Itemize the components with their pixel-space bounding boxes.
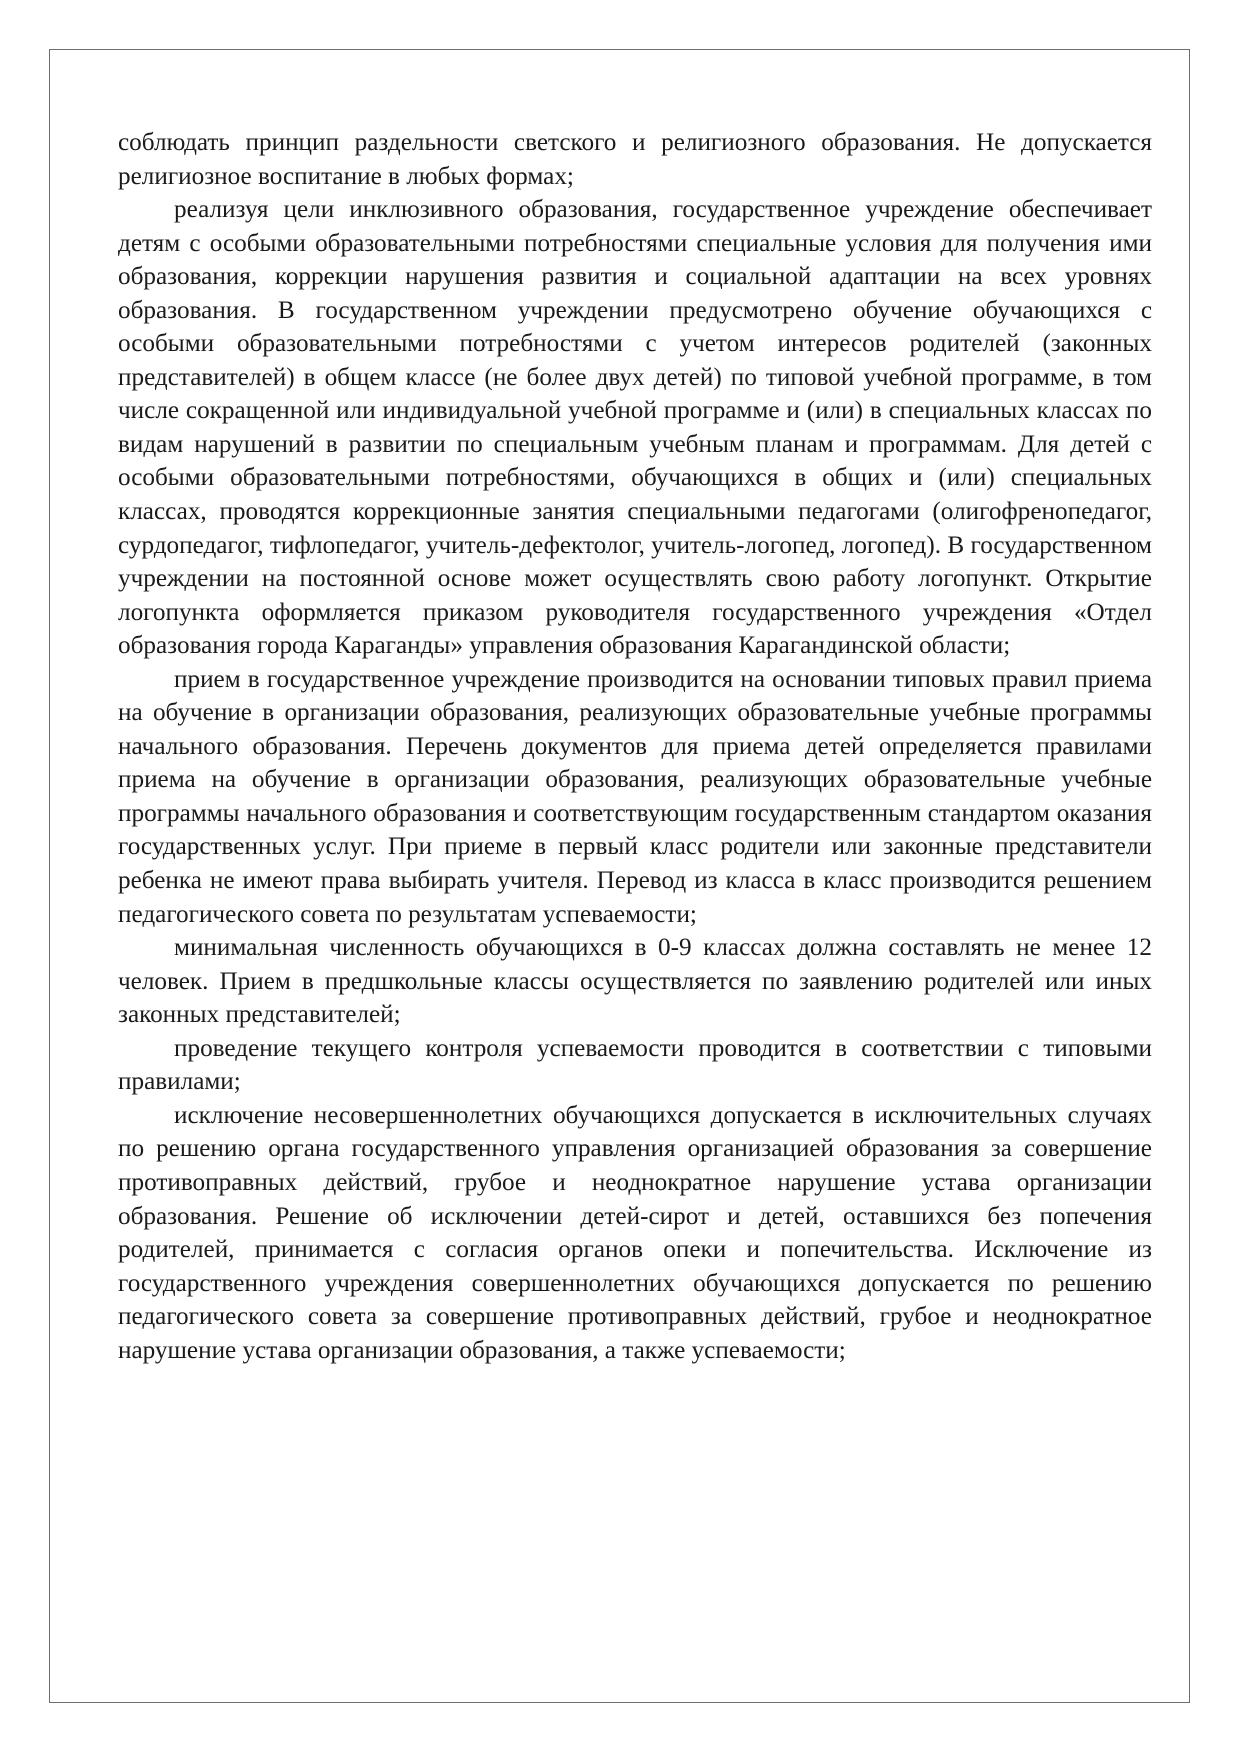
paragraph-admission: прием в государственное учреждение производится на основании типовых правил приема на обучение в организации образования, реализующих образовательные учебные программы начального образования. Перечень документов для приема детей определяется правилами приема на обучение в организации образования, реализующих образовательные учебные программы начального образования и соответствующим государственным стандартом оказания государственных услуг. При приеме в первый класс родители или законные представители ребенка не имеют права выбирать учителя. Перевод из класса в класс производится решением педагогического совета по результатам успеваемости; xyxy=(118,665,1152,928)
paragraph-minimum-class-size: минимальная численность обучающихся в 0-9 классах должна составлять не менее 12 человек. Прием в предшкольные классы осуществляется по заявлению родителей или иных законных представителей; xyxy=(118,934,1152,1029)
paragraph-expulsion: исключение несовершеннолетних обучающихся допускается в исключительных случаях по решению органа государственного управления организацией образования за совершение противоправных действий, грубое и неоднократное нарушение устава организации образования. Решение об исключении детей-сирот и детей, оставшихся без попечения родителей, принимается с согласия органов опеки и попечительства. Исключение из государственного учреждения совершеннолетних обучающихся допускается по решению педагогического совета за совершение противоправных действий, грубое и неоднократное нарушение устава организации образования, а также успеваемости; xyxy=(118,1101,1152,1364)
paragraph-secular-education: соблюдать принцип раздельности светского и религиозного образования. Не допускается религиозное воспитание в любых формах; xyxy=(118,129,1152,190)
paragraph-inclusive-education: реализуя цели инклюзивного образования, государственное учреждение обеспечивает детям с особыми образовательными потребностями специальные условия для получения ими образования, коррекции нарушения развития и социальной адаптации на всех уровнях образования. В государственном учреждении предусмотрено обучение обучающихся с особыми образовательными потребностями с учетом интересов родителей (законных представителей) в общем классе (не более двух детей) по типовой учебной программе, в том числе сокращенной или индивидуальной учебной программе и (или) в специальных классах по видам нарушений в развитии по специальным учебным планам и программам. Для детей с особыми образовательными потребностями, обучающихся в общих и (или) специальных классах, проводятся коррекционные занятия специальными педагогами (олигофренопедагог, сурдопедагог, тифлопедагог, учитель-дефектолог, учитель-логопед, логопед). В государственном учреждении на постоянной основе может осуществлять свою работу логопункт. Открытие логопункта оформляется приказом руководителя государственного учреждения «Отдел образования города Караганды» управления образования Карагандинской области; xyxy=(118,196,1152,660)
document-body xyxy=(118,126,1152,1367)
paragraph-progress-control: проведение текущего контроля успеваемости проводится в соответствии с типовыми правилами; xyxy=(118,1034,1152,1096)
